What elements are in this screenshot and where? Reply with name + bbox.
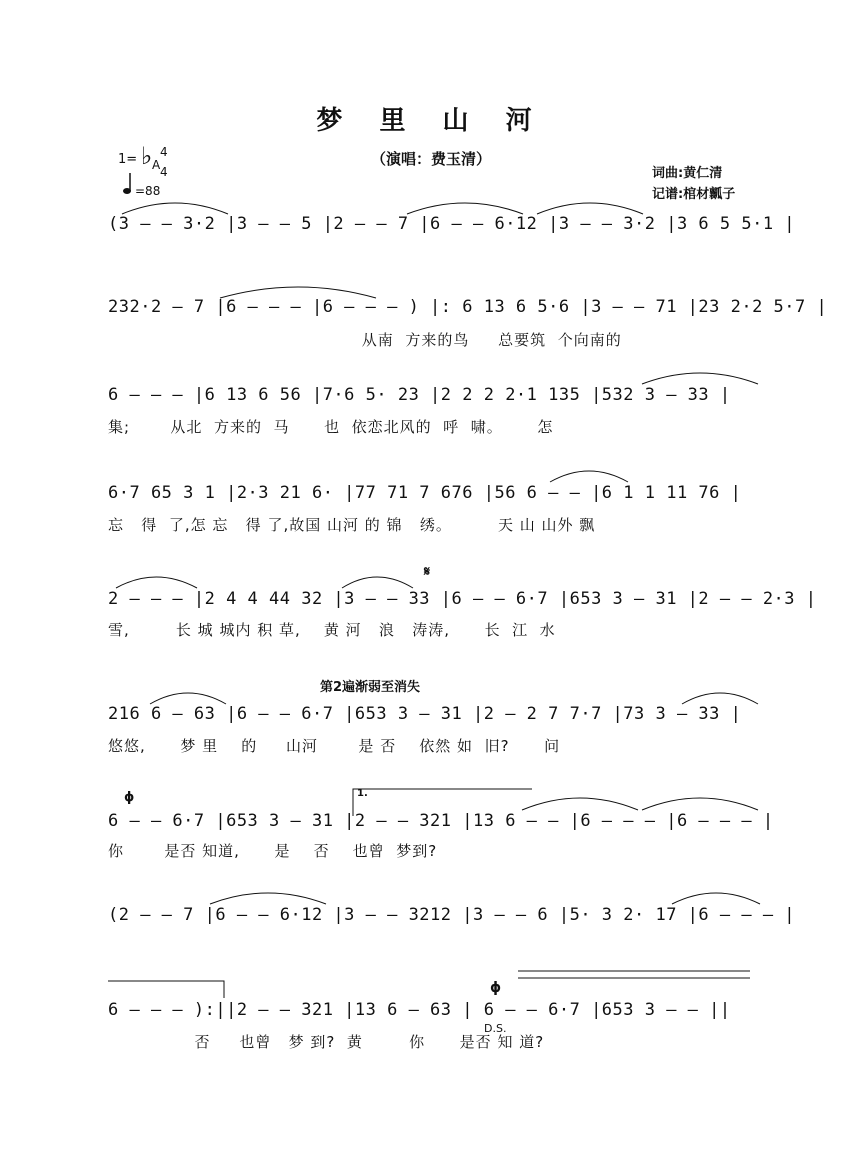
row-1-notes: (3 – – 3·2 |3 – – 5 |2 – – 7 |6 – – 6·12 |3 – – 3·2 |3 6 5 5·1 |: [108, 214, 796, 234]
flat-icon: ♭: [141, 142, 153, 170]
row-2-lyrics: 从南 方来的鸟 总要筑 个向南的: [108, 331, 622, 349]
song-title: 梦 里 山 河: [316, 106, 546, 136]
music-row-1: [108, 214, 796, 244]
music-row-6: [108, 704, 768, 734]
music-row-8: [108, 905, 796, 935]
tie-icon: [218, 282, 378, 300]
quarter-note-icon: [122, 172, 132, 196]
row-5-notes: 2 – – – |2 4 4 44 32 |3 – – 33 |6 – – 6·7 |653 3 – 31 |2 – – 2·3 |: [108, 589, 817, 609]
row-9-notes: 6 – – – ):||2 – – 321 |13 6 – 63 | 6 – – 6·7 |653 3 – – ||: [108, 1000, 731, 1020]
row-4-lyrics: 忘 得 了,怎 忘 得 了,故国 山河 的 锦 绣。 天 山 山外 飘: [108, 516, 596, 534]
row-6-notes: 216 6 – 63 |6 – – 6·7 |653 3 – 31 |2 – 2 7 7·7 |73 3 – 33 |: [108, 704, 742, 724]
music-row-4: [108, 483, 768, 513]
music-row-9: [108, 1000, 768, 1030]
row-7-lyrics: 你 是否 知道, 是 否 也曾 梦到?: [108, 842, 438, 860]
slur-icon: [640, 368, 760, 386]
key-letter: A: [152, 158, 161, 172]
slur-icon: [340, 572, 415, 590]
row-4-notes: 6·7 65 3 1 |2·3 21 6· |77 71 7 676 |56 6 – – |6 1 1 11 76 |: [108, 483, 742, 503]
row-7-notes: 6 – – 6·7 |653 3 – 31 |2 – – 321 |13 6 – – |6 – – – |6 – – – |: [108, 811, 774, 831]
tie-icon: [114, 572, 199, 590]
fade-annotation: 第2遍渐弱至消失: [320, 680, 421, 695]
tempo-marking: =88: [135, 184, 161, 198]
row-5-lyrics: 雪, 长 城 城内 积 草, 黄 河 浪 涛涛, 长 江 水: [108, 621, 556, 639]
tie-icon: [520, 790, 760, 812]
row-8-notes: (2 – – 7 |6 – – 6·12 |3 – – 3212 |3 – – 6 |5· 3 2· 17 |6 – – – |: [108, 905, 796, 925]
notation-credit: 记谱:棺材瓤子: [652, 187, 736, 202]
music-row-3: [108, 385, 768, 415]
tie-icon: [670, 888, 762, 906]
coda-icon: ϕ: [490, 980, 502, 996]
lyrics-music-credit: 词曲:黄仁清: [652, 166, 723, 181]
time-signature-bottom: 4: [160, 165, 168, 179]
row-9-lyrics: 否 也曾 梦 到? 黄 你 是否 知 道?: [108, 1033, 545, 1051]
ds-marking: D.S.: [484, 1022, 507, 1035]
volta-bracket-icon: [352, 788, 534, 818]
music-row-2: [108, 297, 828, 327]
slur-icon: [208, 888, 328, 906]
row-2-notes: 232·2 – 7 |6 – – – |6 – – – ) |: 6 13 6 5·6 |3 – – 71 |23 2·2 5·7 |: [108, 297, 828, 317]
coda-icon: ϕ: [124, 790, 135, 805]
singer-credit: （演唱：费玉清）: [370, 150, 491, 168]
row-3-notes: 6 – – – |6 13 6 56 |7·6 5· 23 |2 2 2 2·1 135 |532 3 – 33 |: [108, 385, 731, 405]
key-prefix: 1=: [118, 152, 138, 167]
time-signature-top: 4: [160, 145, 168, 159]
segno-icon: 𝄋: [424, 564, 431, 580]
row-3-lyrics: 集; 从北 方来的 马 也 依恋北风的 呼 啸。 怎: [108, 418, 554, 436]
slur-icon: [405, 198, 525, 216]
slur-icon: [548, 466, 630, 484]
slur-icon: [120, 198, 230, 216]
slur-icon: [148, 688, 228, 706]
decrescendo-icon: [518, 968, 752, 982]
row-6-lyrics: 悠悠, 梦 里 的 山河 是 否 依然 如 旧? 问: [108, 737, 561, 755]
volta-label: 1.: [357, 788, 368, 799]
music-row-5: [108, 589, 817, 619]
volta-bracket-icon: [108, 980, 228, 1000]
slur-icon: [680, 688, 760, 706]
slur-icon: [535, 198, 645, 216]
